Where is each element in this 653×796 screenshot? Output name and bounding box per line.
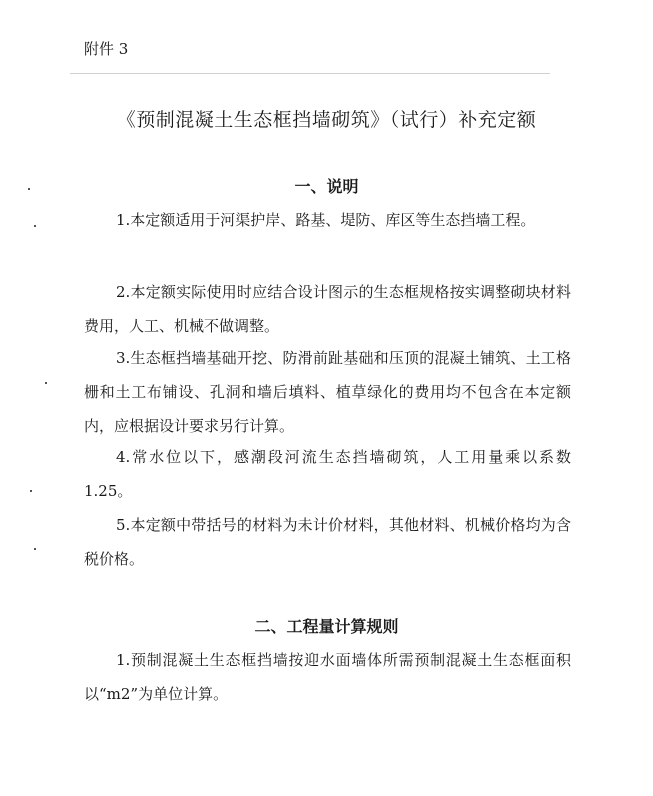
scan-artifact-dot	[30, 490, 32, 492]
scan-artifact-dot	[34, 548, 36, 550]
explanation-item-2: 2.本定额实际使用时应结合设计图示的生态框规格按实调整砌块材料费用，人工、机械不做调整。	[84, 283, 571, 335]
scan-artifact-line	[70, 73, 550, 74]
explanation-item-3: 3.生态框挡墙基础开挖、防滑前趾基础和压顶的混凝土铺筑、土工格栅和土工布铺设、孔洞和墙后填料、植草绿化的费用均不包含在本定额内，应根据设计要求另行计算。	[84, 349, 571, 435]
explanation-item-4: 4.常水位以下，感潮段河流生态挡墙砌筑，人工用量乘以系数 1.25。	[84, 448, 571, 500]
attachment-label: 附件 3	[84, 40, 129, 58]
scan-artifact-dot	[45, 382, 47, 384]
explanation-item-5: 5.本定额中带括号的材料为未计价材料，其他材料、机械价格均为含税价格。	[84, 516, 571, 568]
document-title: 《预制混凝土生态框挡墙砌筑》（试行）补充定额	[116, 109, 537, 131]
scan-artifact-dot	[34, 225, 36, 227]
section-heading-explanation: 一、说明	[294, 177, 359, 196]
calculation-rule-item-1: 1.预制混凝土生态框挡墙按迎水面墙体所需预制混凝土生态框面积以“m2”为单位计算。	[84, 651, 571, 703]
explanation-item-1: 1.本定额适用于河渠护岸、路基、堤防、库区等生态挡墙工程。	[116, 211, 536, 229]
section-heading-calculation-rules: 二、工程量计算规则	[254, 617, 399, 636]
